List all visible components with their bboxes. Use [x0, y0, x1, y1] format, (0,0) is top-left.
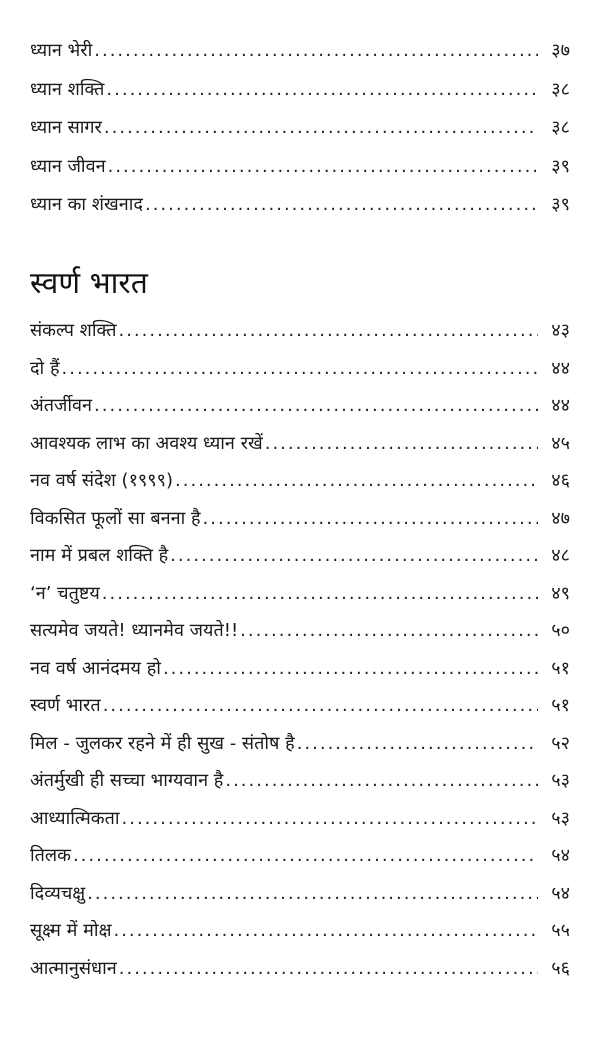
toc-entry-title: आध्यात्मिकता [30, 807, 120, 829]
dot-leader [87, 875, 538, 913]
section-heading: स्वर्ण भारत [30, 266, 148, 301]
toc-entry-title: दिव्यचक्षु [30, 882, 86, 904]
toc-entry [30, 537, 570, 575]
toc-entry-title: नव वर्ष संदेश (१९९९) [30, 470, 174, 491]
dot-leader [163, 650, 538, 688]
toc-entry [30, 148, 570, 187]
toc-entry-title: ध्यान भेरी [30, 40, 93, 61]
toc-entry [30, 425, 570, 463]
toc-entry-page: ३८ [551, 78, 570, 100]
dot-leader [104, 109, 538, 148]
toc-entry-title: आवश्यक लाभ का अवश्य ध्यान रखें [30, 432, 263, 454]
toc-entry [30, 800, 570, 838]
toc-entry-page: ३७ [551, 40, 570, 61]
toc-list-section [30, 312, 570, 987]
toc-entry-page: ४९ [551, 582, 570, 604]
toc-entry-title: स्वर्ण भारत [30, 695, 101, 716]
toc-entry-title: अंतर्मुखी ही सच्चा भाग्यवान है [30, 770, 224, 791]
dot-leader [119, 950, 538, 988]
dot-leader [145, 186, 538, 225]
dot-leader [73, 837, 538, 875]
toc-entry-page: ५४ [551, 845, 570, 866]
toc-entry-title: ‘न’ चतुष्टय [30, 582, 100, 604]
toc-entry [30, 312, 570, 350]
dot-leader [225, 762, 538, 800]
toc-entry-page: ४४ [551, 395, 570, 416]
dot-leader [108, 148, 538, 187]
toc-entry-title: ध्यान का शंखनाद [30, 194, 143, 215]
toc-entry [30, 725, 570, 763]
toc-entry [30, 500, 570, 538]
toc-entry-title: संकल्प शक्ति [30, 320, 117, 341]
toc-entry-title: दो हैं [30, 357, 60, 379]
toc-entry-page: ५३ [551, 807, 570, 829]
toc-entry [30, 687, 570, 725]
dot-leader [62, 350, 539, 388]
toc-entry-page: ३९ [551, 155, 570, 177]
toc-entry [30, 612, 570, 650]
toc-entry-page: ५० [551, 620, 570, 641]
toc-entry-title: ध्यान शक्ति [30, 78, 105, 100]
toc-entry [30, 462, 570, 500]
toc-entry [30, 387, 570, 425]
dot-leader [170, 537, 538, 575]
toc-entry-page: ५१ [551, 657, 570, 679]
dot-leader [106, 71, 538, 110]
dot-leader [118, 312, 538, 350]
toc-entry-title: ध्यान सागर [30, 117, 102, 138]
toc-entry [30, 950, 570, 988]
toc-entry-page: ५१ [551, 695, 570, 716]
toc-entry-page: ५३ [551, 770, 570, 791]
toc-entry-page: ४४ [551, 357, 570, 379]
dot-leader [175, 462, 538, 500]
toc-entry [30, 912, 570, 950]
toc-entry-page: ५६ [551, 957, 570, 979]
toc-entry [30, 350, 570, 388]
dot-leader [122, 800, 539, 838]
toc-entry-title: तिलक [30, 845, 71, 866]
toc-entry-title: विकसित फूलों सा बनना है [30, 507, 201, 529]
dot-leader [297, 725, 538, 763]
dot-leader [102, 575, 538, 613]
toc-entry-title: ध्यान जीवन [30, 155, 106, 177]
toc-entry [30, 875, 570, 913]
toc-entry [30, 71, 570, 110]
toc-entry-title: नाम में प्रबल शक्ति है [30, 545, 169, 566]
dot-leader [265, 425, 538, 463]
toc-entry [30, 575, 570, 613]
dot-leader [240, 612, 538, 650]
dot-leader [94, 32, 538, 71]
toc-entry-page: ४७ [551, 507, 570, 529]
toc-entry [30, 186, 570, 225]
dot-leader [203, 500, 538, 538]
toc-entry-page: ४६ [551, 470, 570, 491]
toc-entry [30, 32, 570, 71]
toc-entry-title: आत्मानुसंधान [30, 957, 117, 979]
toc-entry [30, 650, 570, 688]
toc-entry-page: ५२ [551, 732, 570, 754]
toc-entry [30, 762, 570, 800]
dot-leader [94, 387, 538, 425]
toc-entry [30, 109, 570, 148]
toc-entry [30, 837, 570, 875]
toc-entry-page: ४५ [551, 432, 570, 454]
toc-entry-page: ३९ [551, 194, 570, 215]
toc-entry-title: अंतर्जीवन [30, 395, 93, 416]
toc-entry-title: सूक्ष्म में मोक्ष [30, 920, 112, 941]
toc-entry-page: ५५ [551, 920, 570, 941]
toc-entry-page: ४८ [551, 545, 570, 566]
toc-entry-title: मिल - जुलकर रहने में ही सुख - संतोष है [30, 732, 295, 754]
toc-entry-title: सत्यमेव जयते! ध्यानमेव जयते!! [30, 620, 239, 641]
dot-leader [113, 912, 538, 950]
toc-list-top [30, 32, 570, 225]
toc-entry-title: नव वर्ष आनंदमय हो [30, 657, 161, 679]
dot-leader [103, 687, 538, 725]
toc-entry-page: ३८ [551, 117, 570, 138]
toc-entry-page: ४३ [551, 320, 570, 341]
toc-entry-page: ५४ [551, 882, 570, 904]
